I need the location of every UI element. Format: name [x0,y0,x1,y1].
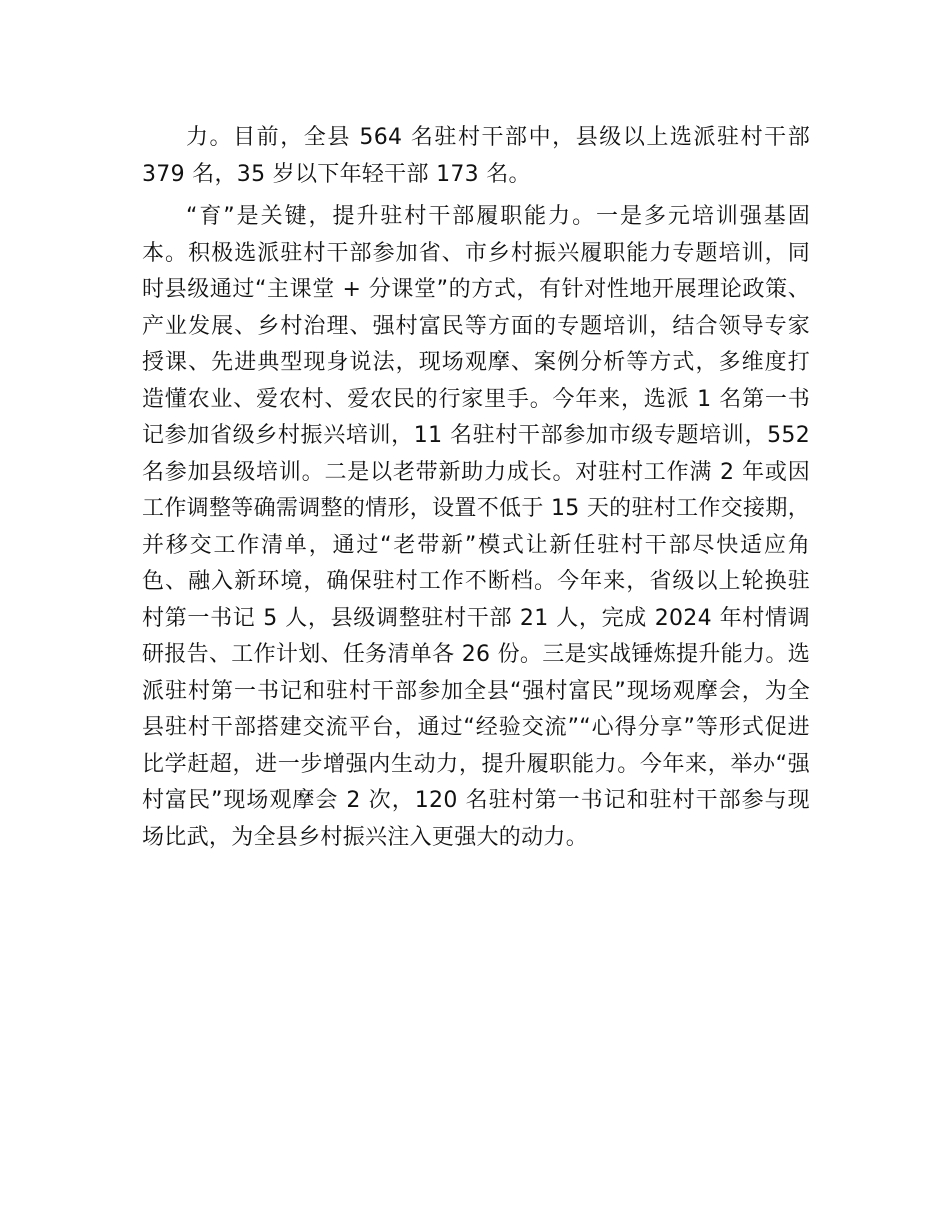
document-body [142,120,810,856]
paragraph-2: “育”是关键，提升驻村干部履职能力。一是多元培训强基固本。积极选派驻村干部参加省、市乡村振兴履职能力专题培训，同时县级通过“主课堂 + 分课堂”的方式，有针对性地开展理论政策、产业发展、乡村治理、强村富民等方面的专题培训，结合领导专家授课、先进典型现身说法，现场观摩、案例分析等方式，多维度打造懂农业、爱农村、爱农民的行家里手。今年来，选派 1 名第一书记参加省级乡村振兴培训，11 名驻村干部参加市级专题培训，552 名参加县级培训。二是以老带新助力成长。对驻村工作满 2 年或因工作调整等确需调整的情形，设置不低于 15 天的驻村工作交接期，并移交工作清单，通过“老带新”模式让新任驻村干部尽快适应角色、融入新环境，确保驻村工作不断档。今年来，省级以上轮换驻村第一书记 5 人，县级调整驻村干部 21 人，完成 2024 年村情调研报告、工作计划、任务清单各 26 份。三是实战锤炼提升能力。选派驻村第一书记和驻村干部参加全县“强村富民”现场观摩会，为全县驻村干部搭建交流平台，通过“经验交流”“心得分享”等形式促进比学赶超，进一步增强内生动力，提升履职能力。今年来，举办“强村富民”现场观摩会 2 次，120 名驻村第一书记和驻村干部参与现场比武，为全县乡村振兴注入更强大的动力。 [142,204,810,850]
paragraph-1: 力。目前，全县 564 名驻村干部中，县级以上选派驻村干部 379 名，35 岁以下年轻干部 173 名。 [142,125,810,187]
